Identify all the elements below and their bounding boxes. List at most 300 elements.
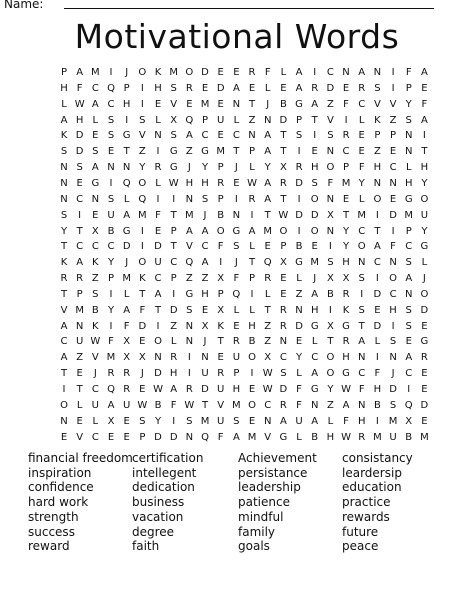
grid-letter: N bbox=[404, 130, 413, 142]
grid-letter: A bbox=[342, 399, 350, 411]
grid-letter: Z bbox=[201, 273, 209, 285]
grid-letter: T bbox=[421, 146, 428, 158]
grid-letter: C bbox=[405, 241, 413, 253]
grid-letter: L bbox=[76, 399, 83, 411]
grid-letter: E bbox=[248, 384, 256, 395]
grid-letter: O bbox=[216, 225, 225, 237]
grid-letter: L bbox=[249, 304, 255, 316]
grid-letter: X bbox=[170, 114, 178, 126]
grid-letter: A bbox=[91, 98, 99, 110]
grid-letter: G bbox=[169, 146, 178, 158]
grid-letter: L bbox=[155, 114, 161, 126]
grid-letter: I bbox=[360, 288, 364, 300]
grid-letter: M bbox=[404, 209, 414, 221]
grid-letter: O bbox=[310, 193, 319, 205]
grid-letter: N bbox=[373, 177, 382, 189]
grid-letter: D bbox=[279, 114, 288, 126]
grid-letter: E bbox=[76, 368, 83, 380]
word-list-item: intellegent bbox=[132, 465, 197, 480]
grid-letter: U bbox=[217, 415, 225, 427]
grid-letter: C bbox=[91, 384, 99, 395]
grid-letter: P bbox=[107, 273, 115, 285]
grid-letter: Y bbox=[342, 225, 350, 237]
grid-letter: S bbox=[186, 415, 193, 427]
grid-letter: S bbox=[405, 114, 412, 126]
grid-letter: A bbox=[185, 130, 193, 142]
grid-letter: Z bbox=[185, 146, 193, 158]
grid-letter: A bbox=[76, 257, 84, 269]
grid-letter: S bbox=[139, 114, 146, 126]
grid-letter: A bbox=[60, 320, 68, 332]
word-list-item: practice bbox=[342, 495, 391, 510]
grid-letter: D bbox=[389, 209, 397, 221]
grid-letter: Y bbox=[60, 225, 68, 237]
word-list-item: dedication bbox=[132, 480, 195, 495]
grid-letter: L bbox=[233, 304, 240, 316]
grid-letter: I bbox=[328, 241, 332, 253]
grid-letter: K bbox=[60, 130, 68, 142]
grid-letter: E bbox=[123, 431, 130, 443]
grid-letter: D bbox=[373, 320, 382, 332]
grid-letter: R bbox=[342, 336, 350, 348]
grid-letter: E bbox=[374, 304, 381, 316]
grid-letter: N bbox=[60, 177, 68, 189]
grid-letter: C bbox=[264, 399, 272, 411]
grid-letter: V bbox=[170, 98, 178, 110]
grid-letter: Z bbox=[170, 320, 178, 332]
grid-letter: N bbox=[404, 146, 413, 158]
grid-letter: A bbox=[311, 288, 319, 300]
grid-letter: I bbox=[140, 82, 144, 94]
grid-letter: T bbox=[374, 225, 381, 237]
grid-letter: Y bbox=[264, 162, 271, 174]
grid-letter: A bbox=[405, 352, 413, 364]
grid-letter: L bbox=[249, 241, 255, 253]
grid-letter: M bbox=[122, 273, 131, 285]
grid-letter: P bbox=[249, 146, 256, 158]
grid-letter: P bbox=[217, 162, 224, 174]
grid-letter: I bbox=[156, 320, 160, 332]
grid-letter: A bbox=[295, 67, 303, 78]
grid-letter: C bbox=[154, 273, 162, 285]
grid-letter: U bbox=[217, 384, 225, 395]
grid-letter: A bbox=[420, 67, 428, 78]
grid-letter: V bbox=[326, 114, 334, 126]
grid-letter: I bbox=[391, 67, 395, 78]
grid-letter: F bbox=[296, 384, 302, 395]
grid-letter: G bbox=[295, 98, 303, 110]
grid-letter: O bbox=[279, 225, 288, 237]
grid-letter: I bbox=[156, 193, 160, 205]
grid-letter: C bbox=[201, 130, 209, 142]
grid-letter: B bbox=[279, 98, 287, 110]
grid-letter: W bbox=[74, 98, 85, 110]
grid-letter: I bbox=[125, 114, 129, 126]
grid-letter: M bbox=[232, 399, 241, 411]
grid-letter: N bbox=[60, 415, 68, 427]
grid-letter: J bbox=[313, 273, 317, 285]
grid-letter: G bbox=[201, 146, 209, 158]
grid-letter: X bbox=[342, 273, 350, 285]
grid-letter: R bbox=[342, 130, 350, 142]
grid-letter: R bbox=[264, 273, 272, 285]
word-list-item: family bbox=[238, 524, 276, 539]
grid-letter: X bbox=[107, 415, 115, 427]
grid-letter: I bbox=[391, 320, 395, 332]
grid-letter: N bbox=[75, 320, 84, 332]
grid-letter: M bbox=[388, 415, 398, 427]
grid-letter: K bbox=[154, 67, 162, 78]
grid-letter: E bbox=[139, 336, 146, 348]
grid-letter: F bbox=[170, 399, 177, 411]
grid-letter: S bbox=[233, 415, 240, 427]
grid-letter: Z bbox=[326, 98, 334, 110]
grid-letter: T bbox=[327, 336, 334, 348]
grid-letter: O bbox=[138, 177, 147, 189]
grid-letter: B bbox=[154, 399, 162, 411]
grid-letter: F bbox=[405, 67, 412, 78]
grid-letter: Q bbox=[232, 288, 241, 300]
grid-letter: N bbox=[185, 193, 194, 205]
grid-letter: O bbox=[248, 352, 256, 364]
grid-letter: A bbox=[201, 225, 209, 237]
grid-letter: T bbox=[170, 209, 177, 221]
grid-letter: X bbox=[201, 320, 209, 332]
grid-letter: T bbox=[201, 399, 209, 411]
grid-letter: I bbox=[313, 67, 317, 78]
grid-letter: T bbox=[123, 146, 130, 158]
grid-letter: O bbox=[248, 399, 256, 411]
grid-letter: F bbox=[217, 431, 224, 443]
grid-letter: S bbox=[233, 241, 240, 253]
grid-letter: H bbox=[342, 257, 350, 269]
grid-letter: I bbox=[109, 67, 113, 78]
grid-letter: S bbox=[311, 177, 318, 189]
grid-letter: T bbox=[280, 193, 287, 205]
grid-letter: Z bbox=[76, 352, 84, 364]
grid-letter: E bbox=[389, 146, 397, 158]
grid-letter: G bbox=[420, 336, 429, 348]
grid-letter: A bbox=[295, 82, 303, 94]
grid-letter: Q bbox=[107, 384, 115, 395]
grid-letter: E bbox=[60, 431, 68, 443]
grid-letter: F bbox=[343, 98, 349, 110]
grid-letter: H bbox=[185, 177, 194, 189]
word-list-item: rewards bbox=[342, 509, 390, 524]
grid-letter: A bbox=[264, 193, 272, 205]
grid-letter: J bbox=[125, 257, 129, 269]
grid-letter: G bbox=[342, 320, 350, 332]
grid-letter: O bbox=[420, 288, 429, 300]
grid-letter: R bbox=[170, 352, 178, 364]
grid-letter: S bbox=[201, 193, 209, 205]
grid-letter: C bbox=[91, 431, 99, 443]
grid-letter: H bbox=[232, 384, 241, 395]
grid-letter: R bbox=[279, 399, 287, 411]
grid-letter: C bbox=[326, 67, 334, 78]
grid-letter: J bbox=[234, 257, 238, 269]
grid-letter: Z bbox=[248, 114, 256, 126]
grid-letter: V bbox=[60, 304, 68, 316]
grid-letter: E bbox=[139, 384, 146, 395]
grid-letter: A bbox=[154, 288, 162, 300]
grid-letter: P bbox=[170, 225, 177, 237]
grid-letter: G bbox=[122, 130, 131, 142]
grid-letter: O bbox=[389, 273, 397, 285]
grid-letter: O bbox=[326, 352, 335, 364]
grid-letter: R bbox=[154, 162, 162, 174]
grid-letter: L bbox=[374, 336, 381, 348]
grid-letter: H bbox=[342, 352, 350, 364]
word-list-item: inspiration bbox=[28, 465, 92, 480]
grid-letter: T bbox=[60, 241, 68, 253]
grid-letter: L bbox=[170, 336, 177, 348]
grid-letter: E bbox=[389, 193, 397, 205]
grid-letter: T bbox=[76, 225, 83, 237]
grid-letter: C bbox=[373, 257, 381, 269]
grid-letter: E bbox=[311, 241, 318, 253]
grid-letter: K bbox=[139, 273, 146, 285]
grid-letter: U bbox=[91, 399, 99, 411]
grid-letter: C bbox=[389, 288, 397, 300]
grid-letter: Z bbox=[138, 146, 146, 158]
grid-letter: D bbox=[310, 209, 319, 221]
grid-letter: X bbox=[138, 352, 146, 364]
grid-letter: I bbox=[250, 288, 254, 300]
grid-letter: W bbox=[247, 177, 257, 189]
grid-letter: Z bbox=[91, 273, 99, 285]
grid-letter: W bbox=[341, 384, 351, 395]
grid-letter: C bbox=[76, 241, 84, 253]
grid-letter: N bbox=[357, 257, 366, 269]
grid-letter: L bbox=[264, 82, 271, 94]
grid-letter: N bbox=[185, 431, 194, 443]
grid-letter: W bbox=[137, 399, 148, 411]
grid-letter: I bbox=[109, 177, 113, 189]
grid-letter: D bbox=[295, 320, 303, 332]
grid-letter: F bbox=[296, 399, 302, 411]
grid-letter: Q bbox=[138, 193, 147, 205]
grid-letter: F bbox=[233, 273, 240, 285]
grid-letter: H bbox=[310, 304, 319, 316]
grid-letter: T bbox=[248, 98, 256, 110]
grid-letter: E bbox=[421, 320, 428, 332]
grid-letter: R bbox=[420, 352, 428, 364]
grid-letter: G bbox=[342, 368, 350, 380]
grid-letter: S bbox=[107, 130, 115, 142]
word-list-item: leadership bbox=[238, 480, 301, 495]
grid-letter: J bbox=[140, 368, 144, 380]
grid-letter: N bbox=[357, 399, 366, 411]
grid-letter: J bbox=[266, 98, 270, 110]
grid-letter: Z bbox=[295, 288, 303, 300]
grid-letter: S bbox=[405, 304, 412, 316]
grid-letter: W bbox=[153, 384, 163, 395]
grid-letter: B bbox=[373, 399, 381, 411]
grid-letter: F bbox=[217, 241, 224, 253]
grid-letter: A bbox=[279, 415, 287, 427]
grid-letter: L bbox=[264, 288, 271, 300]
grid-letter: N bbox=[91, 193, 100, 205]
grid-letter: F bbox=[421, 98, 428, 110]
grid-letter: A bbox=[232, 82, 240, 94]
grid-letter: C bbox=[389, 162, 397, 174]
word-list-item: faith bbox=[132, 539, 160, 554]
grid-letter: A bbox=[123, 209, 131, 221]
grid-letter: M bbox=[169, 67, 178, 78]
grid-letter: T bbox=[60, 288, 68, 300]
grid-letter: C bbox=[91, 82, 99, 94]
grid-letter: I bbox=[140, 241, 144, 253]
grid-letter: H bbox=[75, 114, 84, 126]
grid-letter: A bbox=[264, 146, 272, 158]
grid-letter: N bbox=[389, 257, 397, 269]
grid-letter: L bbox=[249, 162, 255, 174]
word-list-item: goals bbox=[238, 539, 270, 554]
grid-letter: P bbox=[374, 130, 381, 142]
grid-letter: J bbox=[391, 368, 395, 380]
grid-letter: R bbox=[295, 162, 303, 174]
grid-letter: C bbox=[201, 241, 209, 253]
grid-letter: U bbox=[420, 209, 429, 221]
grid-letter: D bbox=[138, 320, 147, 332]
grid-letter: Y bbox=[342, 241, 350, 253]
grid-letter: R bbox=[232, 336, 240, 348]
grid-letter: E bbox=[186, 98, 193, 110]
grid-letter: R bbox=[123, 384, 131, 395]
grid-letter: Q bbox=[263, 257, 272, 269]
grid-letter: E bbox=[342, 193, 350, 205]
grid-letter: I bbox=[62, 384, 66, 395]
grid-letter: D bbox=[122, 241, 131, 253]
grid-letter: X bbox=[217, 304, 225, 316]
grid-letter: I bbox=[187, 368, 191, 380]
grid-letter: U bbox=[154, 257, 162, 269]
grid-letter: B bbox=[248, 336, 256, 348]
grid-letter: M bbox=[91, 67, 100, 78]
grid-letter: E bbox=[154, 225, 162, 237]
grid-letter: E bbox=[217, 130, 224, 142]
grid-letter: K bbox=[92, 320, 99, 332]
word-list-item: peace bbox=[342, 539, 379, 554]
grid-letter: A bbox=[185, 225, 193, 237]
grid-letter: T bbox=[139, 288, 146, 300]
grid-letter: I bbox=[172, 288, 176, 300]
word-list-item: consistancy bbox=[342, 451, 413, 465]
grid-letter: Y bbox=[139, 162, 146, 174]
grid-letter: A bbox=[373, 241, 381, 253]
grid-letter: O bbox=[60, 399, 68, 411]
grid-letter: E bbox=[311, 146, 318, 158]
grid-letter: S bbox=[60, 146, 68, 158]
grid-letter: O bbox=[326, 162, 335, 174]
grid-letter: G bbox=[420, 241, 429, 253]
grid-letter: C bbox=[170, 257, 178, 269]
grid-letter: E bbox=[264, 241, 271, 253]
grid-letter: T bbox=[154, 304, 162, 316]
grid-letter: E bbox=[280, 82, 287, 94]
grid-letter: R bbox=[248, 193, 256, 205]
grid-letter: I bbox=[344, 114, 348, 126]
grid-letter: G bbox=[169, 162, 178, 174]
grid-letter: L bbox=[327, 415, 334, 427]
grid-letter: A bbox=[123, 304, 131, 316]
grid-letter: T bbox=[233, 146, 240, 158]
grid-letter: U bbox=[123, 399, 131, 411]
grid-letter: P bbox=[405, 225, 412, 237]
grid-letter: P bbox=[343, 162, 350, 174]
grid-letter: L bbox=[421, 257, 428, 269]
grid-letter: S bbox=[358, 273, 365, 285]
grid-letter: S bbox=[327, 130, 334, 142]
grid-letter: R bbox=[76, 273, 84, 285]
grid-letter: E bbox=[280, 273, 287, 285]
grid-letter: W bbox=[90, 336, 101, 348]
grid-letter: M bbox=[341, 177, 351, 189]
grid-letter: H bbox=[201, 288, 209, 300]
grid-letter: X bbox=[405, 415, 413, 427]
word-list-item: mindful bbox=[238, 509, 284, 524]
grid-letter: D bbox=[279, 384, 288, 395]
grid-letter: D bbox=[154, 368, 162, 380]
grid-letter: S bbox=[327, 257, 334, 269]
grid-letter: I bbox=[407, 384, 411, 395]
grid-letter: D bbox=[154, 431, 162, 443]
grid-letter: Y bbox=[107, 257, 115, 269]
grid-letter: A bbox=[420, 114, 428, 126]
grid-letter: F bbox=[343, 415, 349, 427]
grid-letter: R bbox=[358, 431, 366, 443]
grid-letter: E bbox=[217, 98, 224, 110]
grid-letter: A bbox=[60, 114, 68, 126]
grid-letter: T bbox=[217, 336, 224, 348]
grid-letter: P bbox=[296, 114, 303, 126]
word-list-item: leardersip bbox=[342, 465, 402, 480]
grid-letter: C bbox=[60, 336, 68, 348]
grid-letter: V bbox=[264, 431, 272, 443]
grid-letter: S bbox=[107, 193, 115, 205]
grid-letter: E bbox=[123, 415, 130, 427]
name-field-row bbox=[4, 0, 434, 13]
grid-letter: T bbox=[280, 146, 287, 158]
grid-letter: N bbox=[357, 352, 366, 364]
word-list-item: persistance bbox=[238, 465, 308, 480]
grid-letter: D bbox=[169, 304, 178, 316]
grid-letter: C bbox=[107, 241, 115, 253]
grid-letter: T bbox=[342, 209, 350, 221]
grid-letter: U bbox=[201, 368, 209, 380]
grid-letter: F bbox=[374, 368, 381, 380]
grid-letter: P bbox=[390, 130, 397, 142]
grid-letter: D bbox=[201, 384, 209, 395]
grid-letter: M bbox=[200, 98, 210, 110]
grid-letter: F bbox=[358, 162, 365, 174]
grid-letter: E bbox=[201, 82, 209, 94]
grid-letter: V bbox=[373, 98, 381, 110]
grid-letter: B bbox=[326, 288, 334, 300]
grid-letter: N bbox=[326, 146, 335, 158]
grid-letter: I bbox=[250, 368, 254, 380]
word-list bbox=[0, 451, 474, 561]
grid-letter: U bbox=[295, 415, 303, 427]
grid-letter: T bbox=[280, 130, 287, 142]
grid-letter: Y bbox=[421, 225, 428, 237]
word-list-item: vacation bbox=[132, 509, 184, 524]
grid-letter: X bbox=[91, 225, 99, 237]
grid-letter: R bbox=[123, 368, 131, 380]
grid-letter: M bbox=[75, 304, 84, 316]
grid-letter: L bbox=[311, 336, 318, 348]
